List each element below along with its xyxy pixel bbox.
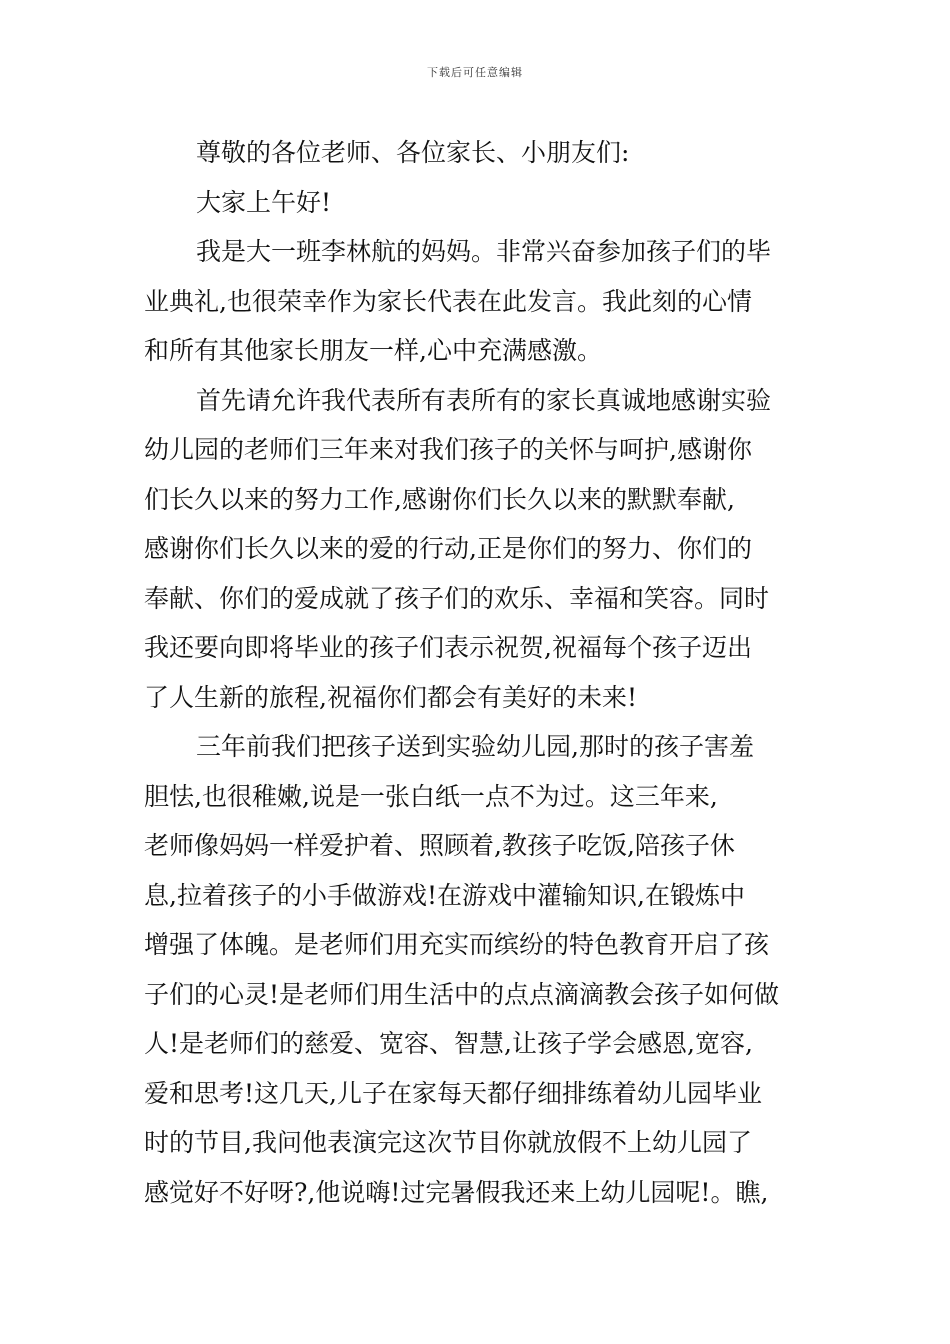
paragraph-line: 感觉好不好呀?,他说嗨!过完暑假我还来上幼儿园呢!。瞧,: [144, 1177, 769, 1207]
paragraph-line: 子们的心灵!是老师们用生活中的点点滴滴教会孩子如何做: [144, 979, 780, 1009]
paragraph-line: 三年前我们把孩子送到实验幼儿园,那时的孩子害羞: [196, 732, 754, 761]
paragraph-line: 胆怯,也很稚嫩,说是一张白纸一点不为过。这三年来,: [144, 781, 718, 811]
paragraph-line: 业典礼,也很荣幸作为家长代表在此发言。我此刻的心情: [144, 286, 752, 316]
paragraph-line: 息,拉着孩子的小手做游戏!在游戏中灌输知识,在锻炼中: [144, 880, 745, 910]
header-note: 下载后可任意编辑: [427, 66, 523, 79]
paragraph-line: 感谢你们长久以来的爱的行动,正是你们的努力、你们的: [144, 534, 752, 563]
paragraph-line: 我还要向即将毕业的孩子们表示祝贺,祝福每个孩子迈出: [144, 633, 752, 662]
paragraph-line: 爱和思考!这几天,儿子在家每天都仔细排练着幼儿园毕业: [144, 1078, 762, 1108]
paragraph-line: 奉献、你们的爱成就了孩子们的欢乐、幸福和笑容。同时: [144, 583, 770, 613]
paragraph-line: 增强了体魄。是老师们用充实而缤纷的特色教育开启了孩: [144, 930, 770, 959]
paragraph-line: 首先请允许我代表所有表所有的家长真诚地感谢实验: [196, 385, 772, 415]
paragraph-line: 时的节目,我问他表演完这次节目你就放假不上幼儿园了: [144, 1128, 752, 1157]
document-body: [144, 128, 824, 1217]
paragraph-line: 我是大一班李林航的妈妈。非常兴奋参加孩子们的毕: [196, 237, 772, 266]
greeting-line: 大家上午好!: [196, 187, 332, 217]
paragraph-line: 老师像妈妈一样爱护着、照顾着,教孩子吃饭,陪孩子休: [144, 831, 735, 860]
salutation-line: 尊敬的各位老师、各位家长、小朋友们:: [196, 138, 630, 167]
paragraph-line: 了人生新的旅程,祝福你们都会有美好的未来!: [144, 682, 637, 712]
paragraph-line: 们长久以来的努力工作,感谢你们长久以来的默默奉献,: [144, 484, 735, 514]
paragraph-line: 幼儿园的老师们三年来对我们孩子的关怀与呵护,感谢你: [144, 435, 752, 464]
paragraph-line: 人!是老师们的慈爱、宽容、智慧,让孩子学会感恩,宽容,: [144, 1029, 753, 1058]
paragraph-line: 和所有其他家长朋友一样,心中充满感激。: [144, 336, 602, 365]
